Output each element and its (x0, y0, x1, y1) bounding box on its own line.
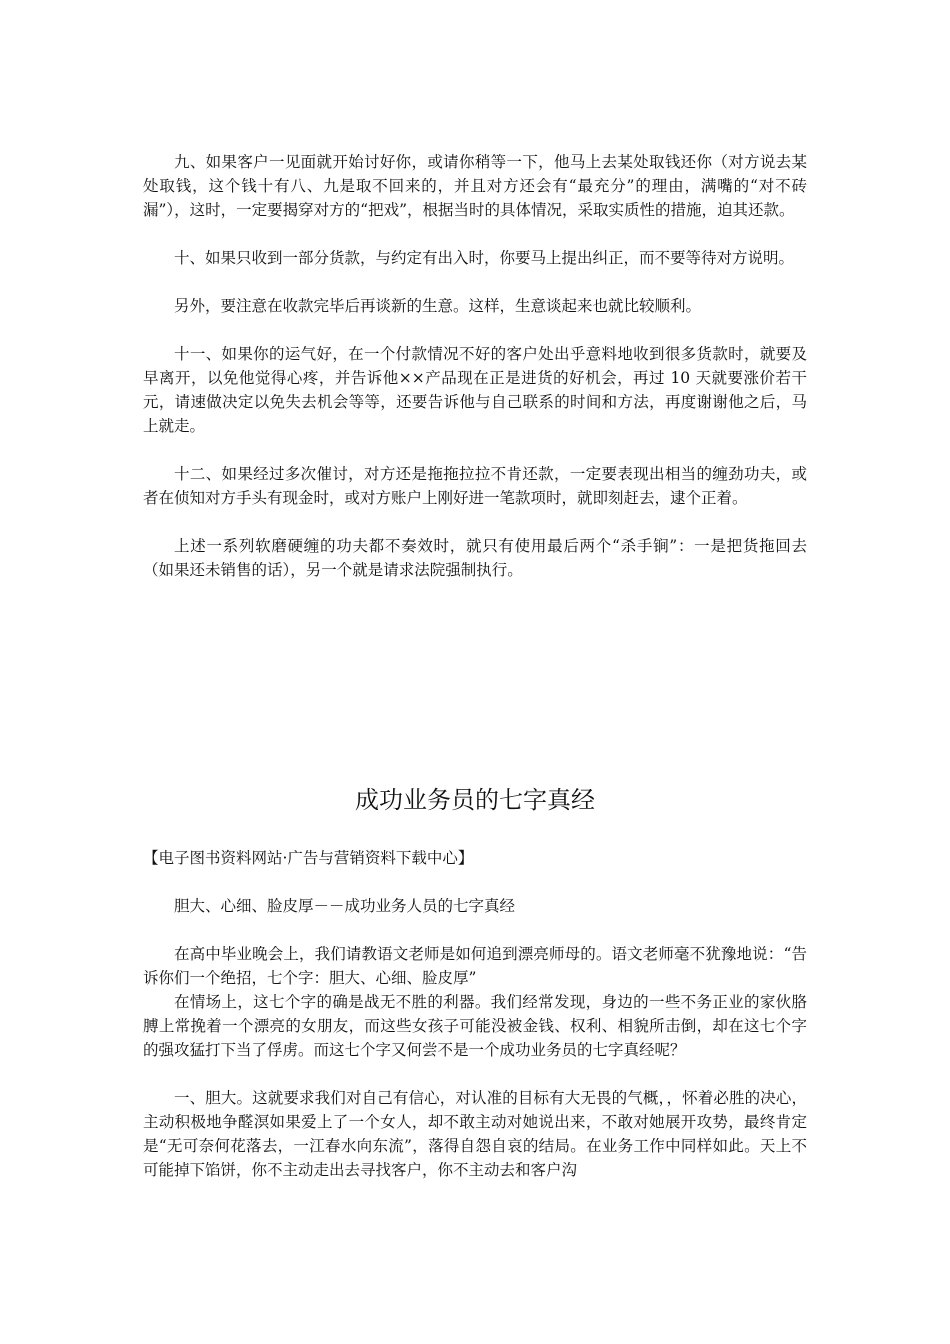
paragraph-additional-note: 另外，要注意在收款完毕后再谈新的生意。这样，生意谈起来也就比较顺利。 (174, 297, 702, 315)
paragraph-conclusion: 上述一系列软磨硬缠的功夫都不奏效时，就只有使用最后两个“杀手锏”：一是把货拖回去（如果还未销售的话），另一个就是请求法院强制执行。 (143, 537, 807, 579)
paragraph-ten: 十、如果只收到一部分货款，与约定有出入时，你要马上提出纠正，而不要等待对方说明。 (174, 249, 795, 267)
article-paragraph: 在情场上，这七个字的确是战无不胜的利器。我们经常发现，身边的一些不务正业的家伙胳膊上常挽着一个漂亮的女朋友，而这些女孩子可能没被金钱、权利、相貌所击倒，却在这七个字的强攻猛打下当了俘虏。而这七个字又何尝不是一个成功业务员的七字真经呢？ (143, 993, 807, 1059)
article-subtitle: 胆大、心细、脸皮厚－－成功业务人员的七字真经 (174, 897, 516, 915)
article-paragraph: 在高中毕业晚会上，我们请教语文老师是如何追到漂亮师母的。语文老师毫不犹豫地说：“告诉你们一个绝招，七个字：胆大、心细、脸皮厚” (143, 945, 807, 987)
top-section (143, 150, 807, 606)
article-paragraph: 一、胆大。这就要求我们对自己有信心，对认准的目标有大无畏的气概，，怀着必胜的决心，主动积极地争醛溟如果爱上了一个女人，却不敢主动对她说出来，不敢对她展开攻势，最终肯定是“无可奈何花落去，一江春水向东流”，落得自怨自哀的结局。在业务工作中同样如此。天上不可能掉下馅饼，你不主动走出去寻找客户，你不主动去和客户沟 (143, 1089, 807, 1179)
paragraph-twelve: 十二、如果经过多次催讨，对方还是拖拖拉拉不肯还款，一定要表现出相当的缠劲功夫，或者在侦知对方手头有现金时，或对方账户上刚好进一笔款项时，就即刻赶去，逮个正着。 (143, 465, 807, 507)
article-source: 【电子图书资料网站·广告与营销资料下载中心】 (143, 849, 474, 867)
article-title: 成功业务员的七字真经 (355, 786, 595, 814)
paragraph-nine: 九、如果客户一见面就开始讨好你，或请你稍等一下，他马上去某处取钱还你（对方说去某处取钱，这个钱十有八、九是取不回来的，并且对方还会有“最充分”的理由，满嘴的“对不砖漏”），这时，一定要揭穿对方的“把戏”，根据当时的具体情况，采取实质性的措施，迫其还款。 (143, 153, 807, 219)
paragraph-eleven: 十一、如果你的运气好，在一个付款情况不好的客户处出乎意料地收到很多货款时，就要及早离开，以免他觉得心疼，并告诉他××产品现在正是进货的好机会，再过 10 天就要涨价若干元，请速做决定以免失去机会等等，还要告诉他与自己联系的时间和方法，再度谢谢他之后，马上就走。 (143, 345, 807, 435)
article-body (143, 846, 807, 1182)
